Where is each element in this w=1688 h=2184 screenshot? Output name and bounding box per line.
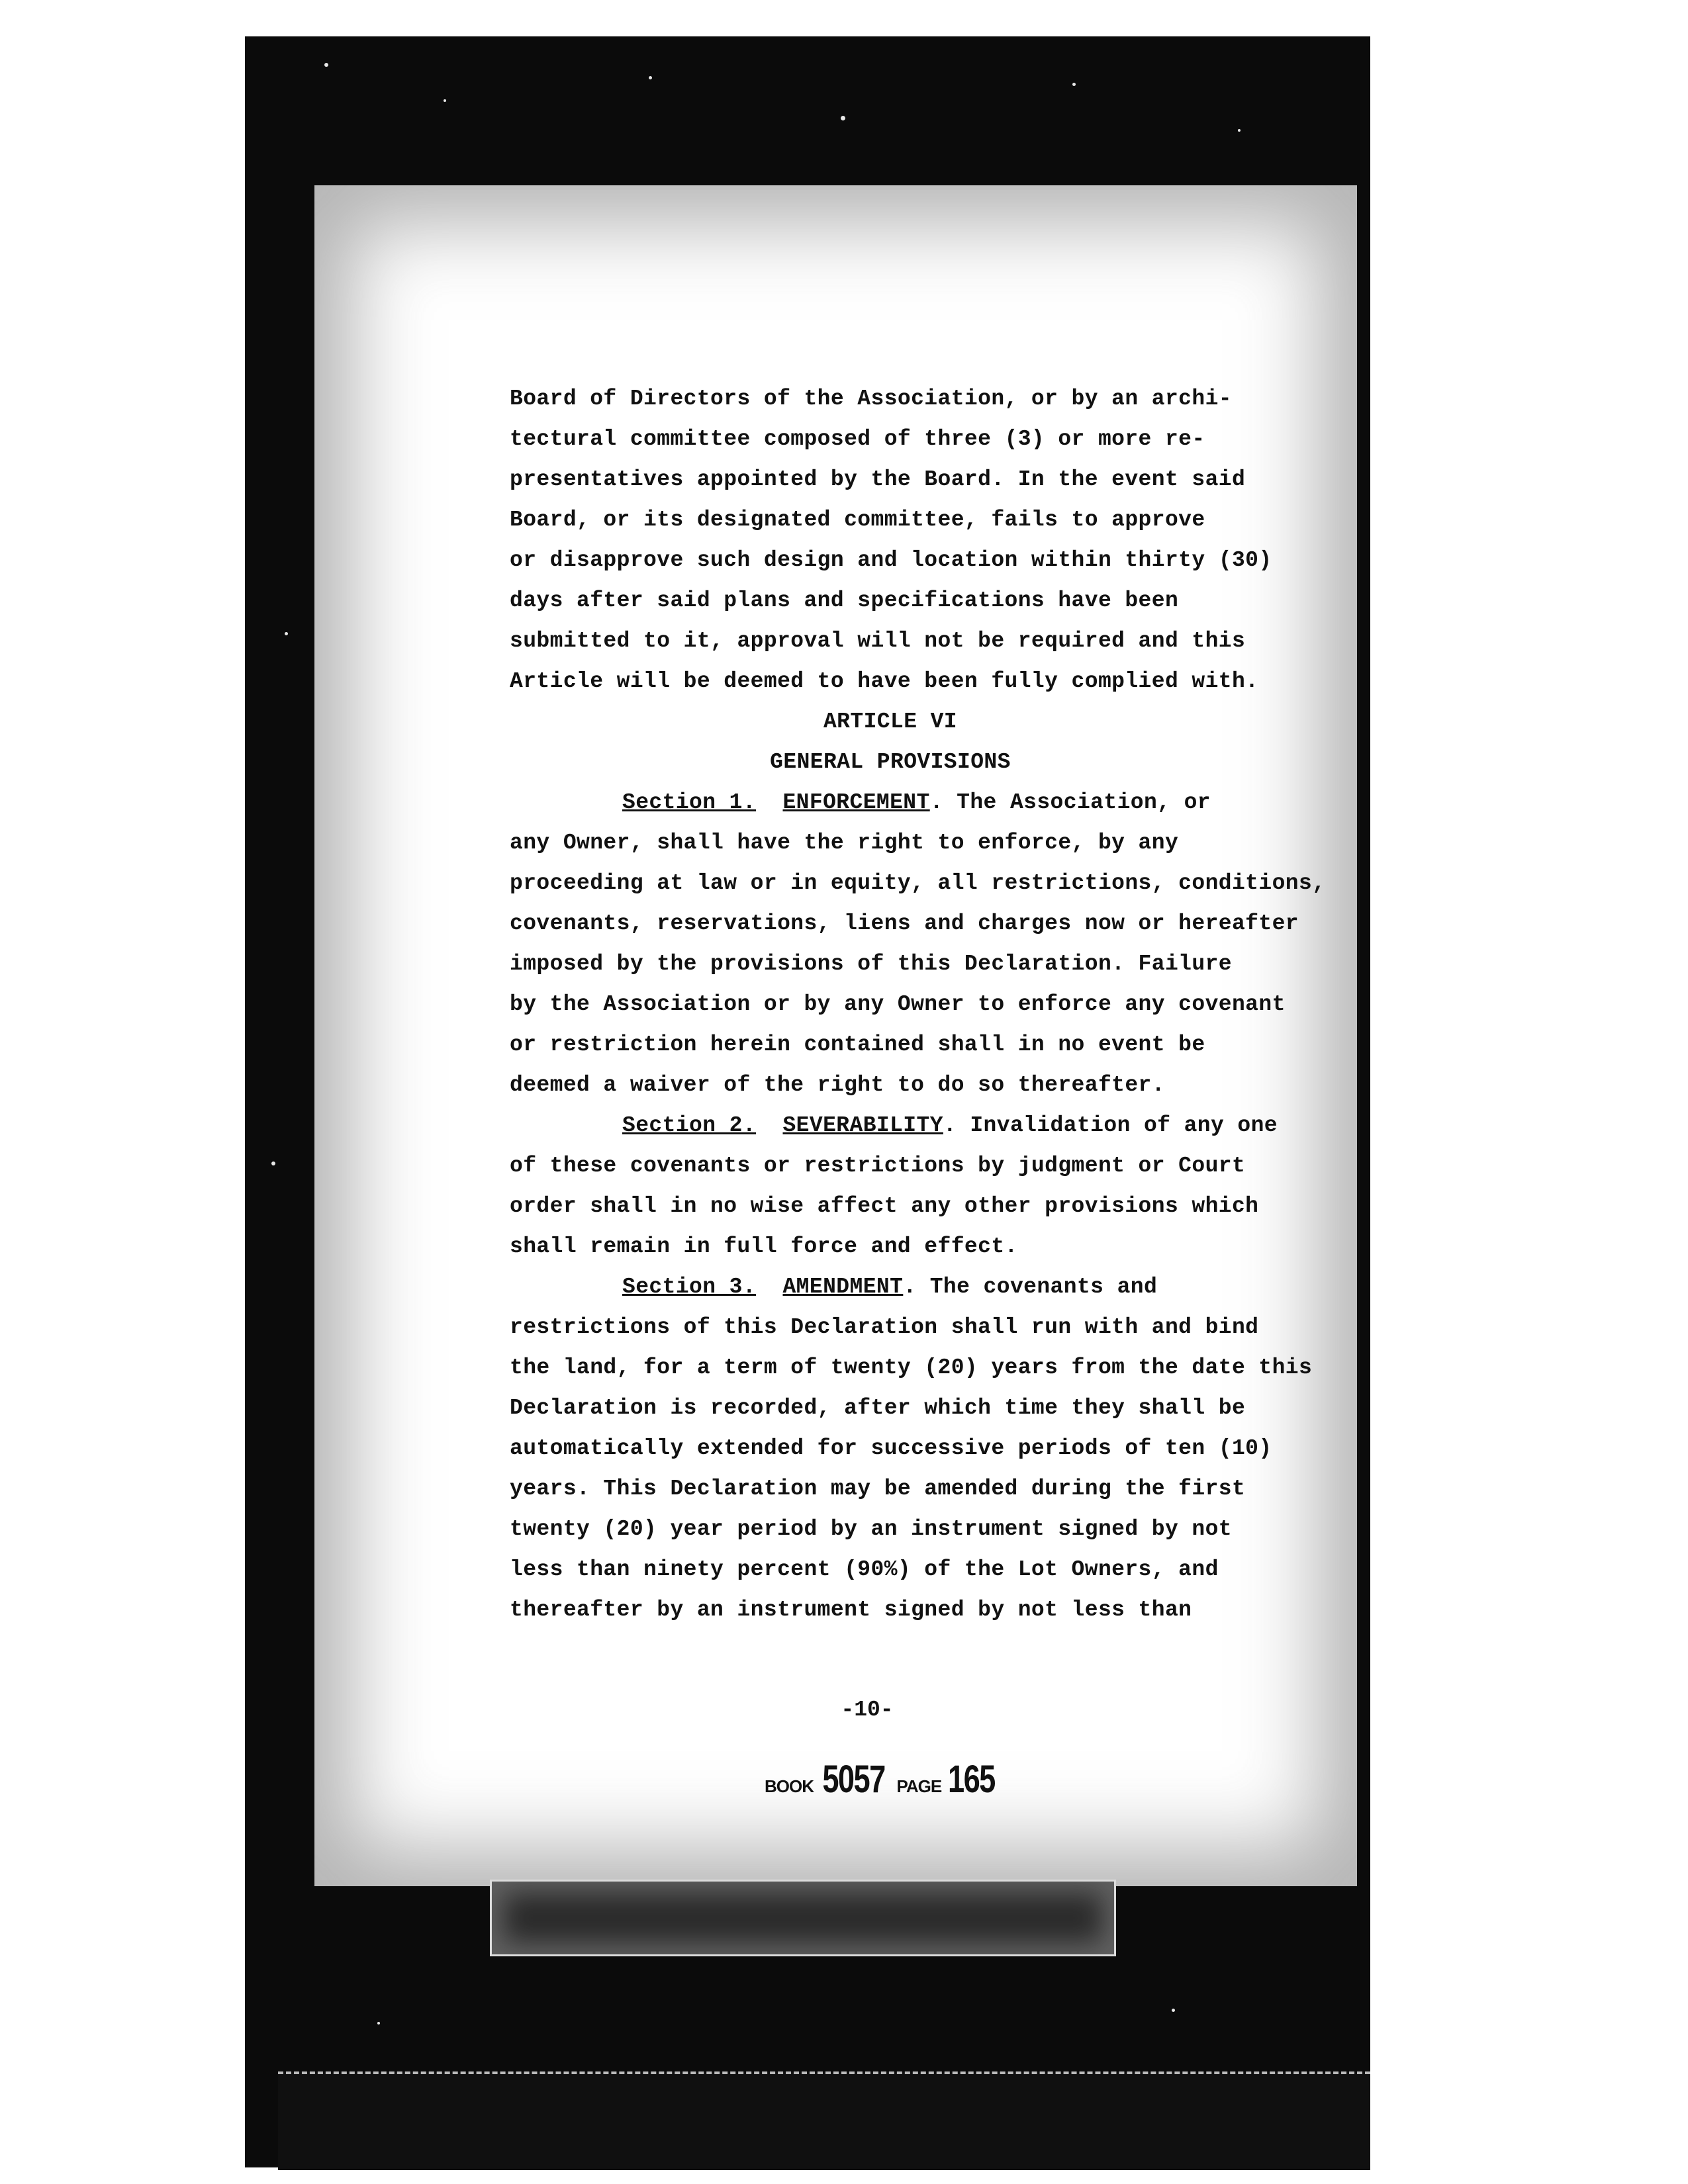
text-line: restrictions of this Declaration shall run with and bind (510, 1315, 1259, 1340)
text-line: thereafter by an instrument signed by not less than (510, 1598, 1192, 1622)
text-line: the land, for a term of twenty (20) years from the date this (510, 1355, 1313, 1380)
book-label: BOOK (765, 1776, 814, 1796)
article-subheading: GENERAL PROVISIONS (770, 750, 1011, 774)
scan-bottom-strip (278, 2071, 1370, 2170)
page-label: PAGE (896, 1776, 942, 1796)
section-name: ENFORCEMENT (782, 790, 930, 815)
text-line: imposed by the provisions of this Declaration. Failure (510, 952, 1232, 976)
text-line: by the Association or by any Owner to enforce any covenant (510, 992, 1286, 1017)
text-line: or restriction herein contained shall in no event be (510, 1032, 1205, 1057)
text-line: Declaration is recorded, after which time they shall be (510, 1396, 1246, 1420)
text-line: proceeding at law or in equity, all restrictions, conditions, (510, 871, 1326, 895)
text-line: deemed a waiver of the right to do so thereafter. (510, 1073, 1165, 1097)
text-line: automatically extended for successive periods of ten (10) (510, 1436, 1272, 1461)
section-first-line: . The Association, or (929, 790, 1211, 815)
text-line: shall remain in full force and effect. (510, 1234, 1018, 1259)
text-line: less than ninety percent (90%) of the Lot Owners, and (510, 1557, 1219, 1582)
book-page-number: 165 (948, 1758, 996, 1801)
section-first-line: . Invalidation of any one (943, 1113, 1278, 1138)
section-name: SEVERABILITY (782, 1113, 943, 1138)
text-line: any Owner, shall have the right to enforce, by any (510, 831, 1179, 855)
section-heading-line (510, 1105, 1278, 1146)
section-heading-line (510, 782, 1271, 823)
text-line: Board, or its designated committee, fails to approve (510, 508, 1205, 532)
text-line: of these covenants or restrictions by judgment or Court (510, 1154, 1246, 1178)
text-line: order shall in no wise affect any other provisions which (510, 1194, 1259, 1218)
text-line: covenants, reservations, liens and charges now or hereafter (510, 911, 1299, 936)
book-number: 5057 (822, 1758, 885, 1801)
section-heading-line (510, 1267, 1271, 1307)
text-line: submitted to it, approval will not be required and this (510, 629, 1246, 653)
section-name: AMENDMENT (782, 1275, 904, 1299)
document-body (510, 379, 1326, 1630)
text-line: days after said plans and specifications have been (510, 588, 1179, 613)
book-page-stamp (765, 1757, 996, 1801)
text-line: presentatives appointed by the Board. In the event said (510, 467, 1246, 492)
article-heading: ARTICLE VI (823, 709, 958, 734)
text-line: years. This Declaration may be amended during the first (510, 1477, 1246, 1501)
scan-lower-tab (490, 1880, 1116, 1956)
text-line: Board of Directors of the Association, or by an archi- (510, 387, 1232, 411)
page-number: -10- (841, 1698, 894, 1722)
section-title: Section 2. (622, 1113, 757, 1138)
text-line: Article will be deemed to have been fully complied with. (510, 669, 1259, 694)
section-title: Section 1. (622, 790, 757, 815)
section-title: Section 3. (622, 1275, 757, 1299)
text-line: or disapprove such design and location within thirty (30) (510, 548, 1272, 572)
text-line: twenty (20) year period by an instrument signed by not (510, 1517, 1232, 1541)
text-line: tectural committee composed of three (3) or more re- (510, 427, 1205, 451)
section-first-line: . The covenants and (903, 1275, 1158, 1299)
